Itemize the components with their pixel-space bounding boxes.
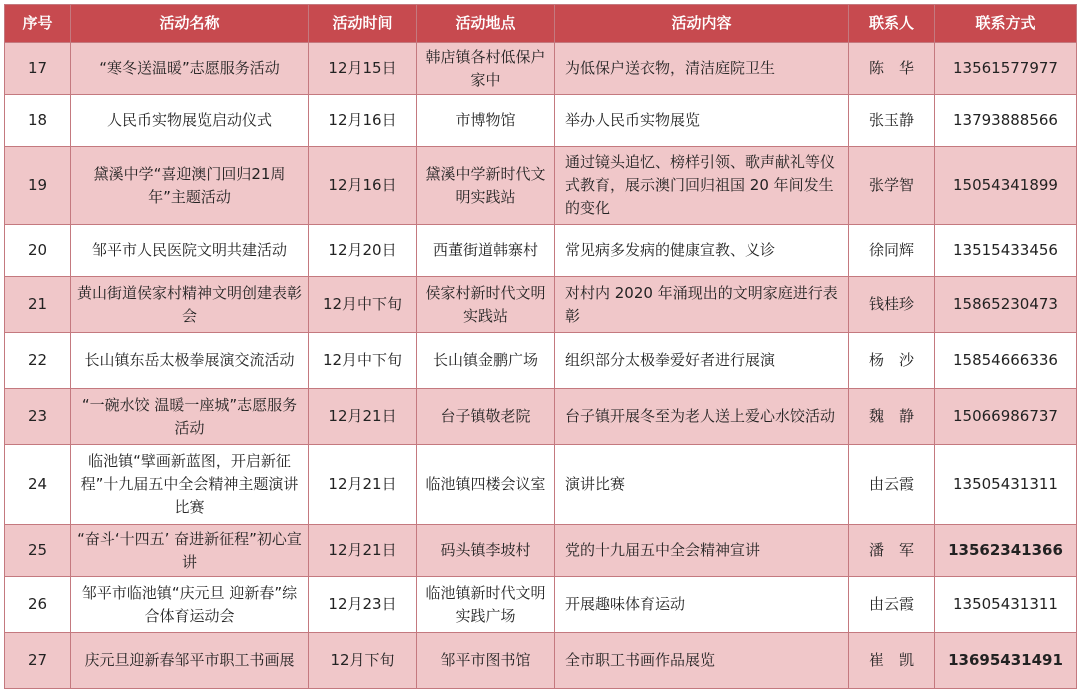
cell-time: 12月中下旬 [309, 277, 417, 333]
cell-content: 为低保户送衣物，清洁庭院卫生 [555, 43, 849, 95]
header-content: 活动内容 [555, 5, 849, 43]
cell-time: 12月21日 [309, 389, 417, 445]
cell-time: 12月中下旬 [309, 333, 417, 389]
cell-content: 党的十九届五中全会精神宣讲 [555, 525, 849, 577]
cell-content: 台子镇开展冬至为老人送上爱心水饺活动 [555, 389, 849, 445]
cell-name: “寒冬送温暖”志愿服务活动 [71, 43, 309, 95]
cell-place: 临池镇四楼会议室 [417, 445, 555, 525]
header-name: 活动名称 [71, 5, 309, 43]
cell-phone: 13505431311 [935, 445, 1077, 525]
cell-no: 18 [5, 95, 71, 147]
cell-name: 庆元旦迎新春邹平市职工书画展 [71, 633, 309, 689]
header-contact: 联系人 [849, 5, 935, 43]
cell-time: 12月21日 [309, 445, 417, 525]
cell-time: 12月16日 [309, 95, 417, 147]
cell-name: “一碗水饺 温暖一座城”志愿服务活动 [71, 389, 309, 445]
cell-phone: 15865230473 [935, 277, 1077, 333]
header-time: 活动时间 [309, 5, 417, 43]
cell-name: 邹平市人民医院文明共建活动 [71, 225, 309, 277]
cell-phone: 13515433456 [935, 225, 1077, 277]
cell-place: 临池镇新时代文明实践广场 [417, 577, 555, 633]
cell-phone: 15854666336 [935, 333, 1077, 389]
cell-content: 常见病多发病的健康宣教、义诊 [555, 225, 849, 277]
cell-place: 侯家村新时代文明实践站 [417, 277, 555, 333]
cell-contact: 钱桂珍 [849, 277, 935, 333]
cell-place: 西董街道韩寨村 [417, 225, 555, 277]
cell-content: 通过镜头追忆、榜样引领、歌声献礼等仪式教育，展示澳门回归祖国 20 年间发生的变化 [555, 147, 849, 225]
table-row [5, 43, 1077, 95]
cell-time: 12月23日 [309, 577, 417, 633]
header-place: 活动地点 [417, 5, 555, 43]
cell-name: 临池镇“擘画新蓝图，开启新征程”十九届五中全会精神主题演讲比赛 [71, 445, 309, 525]
table-row [5, 225, 1077, 277]
cell-contact: 杨 沙 [849, 333, 935, 389]
header-no: 序号 [5, 5, 71, 43]
table-row [5, 577, 1077, 633]
cell-no: 23 [5, 389, 71, 445]
table-row [5, 95, 1077, 147]
cell-phone: 15054341899 [935, 147, 1077, 225]
cell-name: 邹平市临池镇“庆元旦 迎新春”综合体育运动会 [71, 577, 309, 633]
cell-phone: 13562341366 [935, 525, 1077, 577]
cell-contact: 崔 凯 [849, 633, 935, 689]
cell-no: 26 [5, 577, 71, 633]
cell-contact: 由云霞 [849, 577, 935, 633]
cell-time: 12月16日 [309, 147, 417, 225]
table-row [5, 525, 1077, 577]
cell-content: 全市职工书画作品展览 [555, 633, 849, 689]
activity-table [4, 4, 1077, 689]
cell-time: 12月15日 [309, 43, 417, 95]
cell-no: 22 [5, 333, 71, 389]
cell-name: 长山镇东岳太极拳展演交流活动 [71, 333, 309, 389]
cell-no: 24 [5, 445, 71, 525]
table-row [5, 445, 1077, 525]
cell-place: 台子镇敬老院 [417, 389, 555, 445]
cell-no: 20 [5, 225, 71, 277]
cell-name: 黛溪中学“喜迎澳门回归21周年”主题活动 [71, 147, 309, 225]
cell-content: 对村内 2020 年涌现出的文明家庭进行表彰 [555, 277, 849, 333]
cell-contact: 潘 军 [849, 525, 935, 577]
table-row [5, 633, 1077, 689]
cell-contact: 由云霞 [849, 445, 935, 525]
cell-no: 25 [5, 525, 71, 577]
cell-no: 19 [5, 147, 71, 225]
cell-place: 码头镇李坡村 [417, 525, 555, 577]
cell-name: 黄山街道侯家村精神文明创建表彰会 [71, 277, 309, 333]
cell-place: 邹平市图书馆 [417, 633, 555, 689]
cell-phone: 13695431491 [935, 633, 1077, 689]
cell-no: 21 [5, 277, 71, 333]
cell-contact: 张学智 [849, 147, 935, 225]
cell-contact: 张玉静 [849, 95, 935, 147]
cell-phone: 13561577977 [935, 43, 1077, 95]
cell-place: 韩店镇各村低保户家中 [417, 43, 555, 95]
cell-no: 27 [5, 633, 71, 689]
table-row [5, 389, 1077, 445]
cell-phone: 13793888566 [935, 95, 1077, 147]
cell-name: “奋斗‘十四五’ 奋进新征程”初心宣讲 [71, 525, 309, 577]
cell-time: 12月21日 [309, 525, 417, 577]
header-row [5, 5, 1077, 43]
cell-content: 组织部分太极拳爱好者进行展演 [555, 333, 849, 389]
cell-phone: 13505431311 [935, 577, 1077, 633]
cell-no: 17 [5, 43, 71, 95]
table-row [5, 147, 1077, 225]
cell-contact: 陈 华 [849, 43, 935, 95]
cell-content: 开展趣味体育运动 [555, 577, 849, 633]
header-phone: 联系方式 [935, 5, 1077, 43]
cell-place: 黛溪中学新时代文明实践站 [417, 147, 555, 225]
cell-contact: 魏 静 [849, 389, 935, 445]
cell-time: 12月20日 [309, 225, 417, 277]
cell-contact: 徐同辉 [849, 225, 935, 277]
cell-name: 人民币实物展览启动仪式 [71, 95, 309, 147]
cell-content: 演讲比赛 [555, 445, 849, 525]
cell-place: 市博物馆 [417, 95, 555, 147]
cell-content: 举办人民币实物展览 [555, 95, 849, 147]
table-row [5, 277, 1077, 333]
table-row [5, 333, 1077, 389]
cell-phone: 15066986737 [935, 389, 1077, 445]
cell-place: 长山镇金鹏广场 [417, 333, 555, 389]
cell-time: 12月下旬 [309, 633, 417, 689]
